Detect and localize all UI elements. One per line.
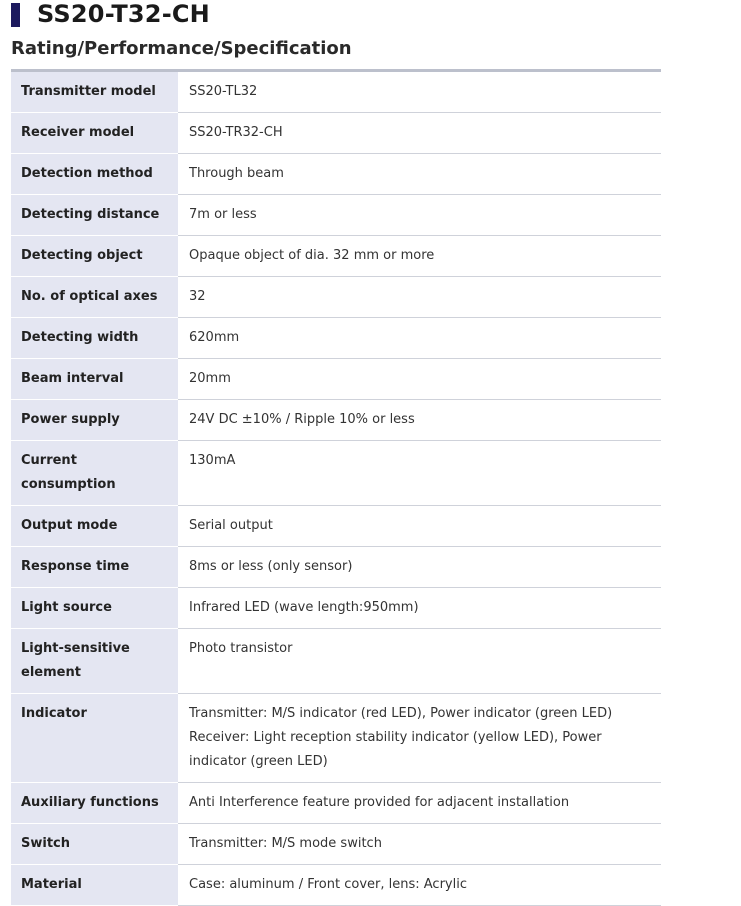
spec-label: Power supply: [11, 400, 178, 441]
spec-row: [11, 629, 661, 694]
section-title: Rating/Performance/Specification: [11, 38, 352, 59]
spec-row: [11, 694, 661, 783]
spec-row: [11, 588, 661, 629]
spec-label: Auxiliary functions: [11, 783, 178, 824]
spec-value: [178, 865, 661, 906]
spec-row: [11, 71, 661, 113]
spec-label: Receiver model: [11, 113, 178, 154]
spec-value: [178, 113, 661, 154]
spec-value-line: Transmitter: M/S indicator (red LED), Power indicator (green LED): [189, 706, 613, 721]
spec-value: [178, 154, 661, 195]
spec-value: [178, 318, 661, 359]
spec-value-line: Anti Interference feature provided for adjacent installation: [189, 795, 570, 810]
spec-value-line: SS20-TL32: [189, 84, 258, 99]
spec-row: [11, 154, 661, 195]
spec-label: Detecting width: [11, 318, 178, 359]
spec-value: [178, 236, 661, 277]
spec-label: Detecting object: [11, 236, 178, 277]
spec-label: Transmitter model: [11, 71, 178, 113]
spec-value: [178, 629, 661, 694]
spec-value-line: SS20-TR32-CH: [189, 125, 283, 140]
spec-value-line: 620mm: [189, 330, 240, 345]
spec-value-line: 24V DC ±10% / Ripple 10% or less: [189, 412, 415, 427]
spec-value: [178, 195, 661, 236]
spec-label: Light source: [11, 588, 178, 629]
spec-value: [178, 441, 661, 506]
spec-value-line: Through beam: [189, 166, 284, 181]
spec-label: Switch: [11, 824, 178, 865]
spec-label: No. of optical axes: [11, 277, 178, 318]
spec-label: Response time: [11, 547, 178, 588]
title-accent-bar: [11, 3, 20, 27]
product-title: SS20-T32-CH: [37, 0, 210, 28]
spec-table: [11, 69, 661, 906]
spec-value: [178, 783, 661, 824]
spec-value-line: Serial output: [189, 518, 273, 533]
spec-row: [11, 506, 661, 547]
spec-row: [11, 318, 661, 359]
spec-label: Detecting distance: [11, 195, 178, 236]
spec-value: [178, 400, 661, 441]
spec-row: [11, 400, 661, 441]
spec-value-line: Photo transistor: [189, 641, 293, 656]
spec-value-line: Opaque object of dia. 32 mm or more: [189, 248, 435, 263]
spec-row: [11, 277, 661, 318]
spec-row: [11, 441, 661, 506]
spec-row: [11, 547, 661, 588]
spec-value: [178, 588, 661, 629]
spec-value-line: Transmitter: M/S mode switch: [189, 836, 382, 851]
spec-value: [178, 277, 661, 318]
spec-row: [11, 359, 661, 400]
spec-value-line: 8ms or less (only sensor): [189, 559, 353, 574]
spec-value-line: Case: aluminum / Front cover, lens: Acrylic: [189, 877, 467, 892]
spec-label: Output mode: [11, 506, 178, 547]
spec-value-line: Infrared LED (wave length:950mm): [189, 600, 419, 615]
spec-row: [11, 236, 661, 277]
spec-value: [178, 71, 661, 113]
spec-value: [178, 824, 661, 865]
spec-value: [178, 359, 661, 400]
spec-label: Beam interval: [11, 359, 178, 400]
spec-label: Light-sensitive element: [11, 629, 178, 694]
spec-value: [178, 506, 661, 547]
spec-row: [11, 824, 661, 865]
spec-label: Indicator: [11, 694, 178, 783]
spec-label: Detection method: [11, 154, 178, 195]
spec-value-line: 20mm: [189, 371, 231, 386]
spec-value-line: Receiver: Light reception stability indicator (yellow LED), Power indicator (green LED): [189, 730, 602, 769]
spec-value: [178, 694, 661, 783]
spec-value-line: 130mA: [189, 453, 236, 468]
spec-row: [11, 783, 661, 824]
spec-label: Material: [11, 865, 178, 906]
spec-row: [11, 865, 661, 906]
spec-value-line: 32: [189, 289, 206, 304]
spec-table-body: [11, 71, 661, 906]
spec-label: Current consumption: [11, 441, 178, 506]
spec-row: [11, 113, 661, 154]
spec-row: [11, 195, 661, 236]
spec-value: [178, 547, 661, 588]
spec-value-line: 7m or less: [189, 207, 257, 222]
